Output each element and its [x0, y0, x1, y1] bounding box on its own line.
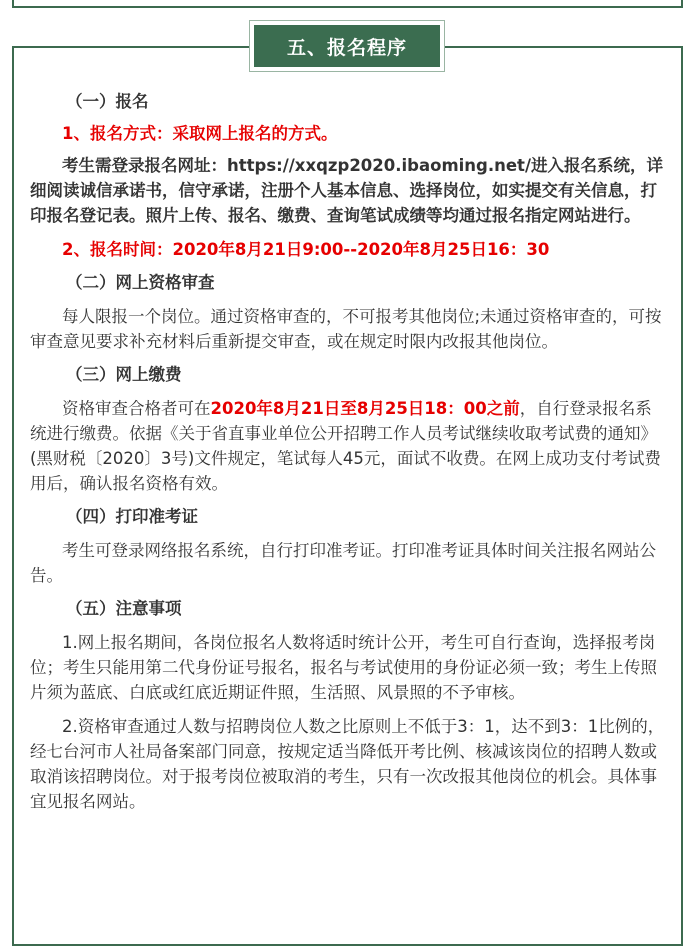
top-frame-border: [12, 0, 683, 8]
registration-time: 2、报名时间：2020年8月21日9:00--2020年8月25日16：30: [62, 240, 550, 259]
print-admission-ticket-text: 考生可登录网络报名系统，自行打印准考证。打印准考证具体时间关注报名网站公告。: [30, 541, 656, 585]
notes-item-1: 1.网上报名期间，各岗位报名人数将适时统计公开，考生可自行查询，选择报考岗位；考生只能用第二代身份证号报名，报名与考试使用的身份证必须一致；考生上传照片须为蓝底、白底或红底近期证件照，生活照、风景照的不予审核。: [30, 633, 657, 702]
payment-text-a: 资格审查合格者可在: [62, 399, 211, 418]
heading-notes: （五）注意事项: [66, 599, 182, 618]
section-title-badge: [249, 20, 445, 72]
payment-deadline: 2020年8月21日至8月25日18：00之前: [210, 399, 520, 418]
online-payment-text: [30, 396, 667, 496]
heading-registration: （一）报名: [66, 92, 149, 111]
heading-online-payment: （三）网上缴费: [66, 365, 182, 384]
qualification-review-text: 每人限报一个岗位。通过资格审查的，不可报考其他岗位;未通过资格审查的，可按审查意见要求补充材料后重新提交审查，或在规定时限内改报其他岗位。: [30, 307, 662, 351]
heading-qualification-review: （二）网上资格审查: [66, 273, 215, 292]
heading-print-admission-ticket: （四）打印准考证: [66, 507, 198, 526]
notes-item-2: 2.资格审查通过人数与招聘岗位人数之比原则上不低于3：1，达不到3：1比例的，经七台河市人社局备案部门同意，按规定适当降低开考比例、核减该岗位的招聘人数或取消该招聘岗位。对于报考岗位被取消的考生，只有一次改报其他岗位的机会。具体事宜见报名网站。: [30, 717, 665, 811]
section-content: [30, 89, 667, 814]
payment-text-b: ，自行登录报名系统进行缴费。依据《关于省直事业单位公开招聘工作人员考试继续收取考试费的通知》(黑财税〔2020〕3号)文件规定，笔试每人45元，面试不收费。在网上成功支付考试费用后，确认报名资格有效。: [30, 399, 661, 493]
section-title: 五、报名程序: [254, 25, 440, 67]
registration-instructions: 考生需登录报名网址：https://xxqzp2020.ibaoming.net/进入报名系统，详细阅读诚信承诺书，信守承诺，注册个人基本信息、选择岗位，如实提交有关信息，打印报名登记表。照片上传、报名、缴费、查询笔试成绩等均通过报名指定网站进行。: [30, 156, 663, 225]
registration-method: 1、报名方式：采取网上报名的方式。: [62, 124, 338, 143]
